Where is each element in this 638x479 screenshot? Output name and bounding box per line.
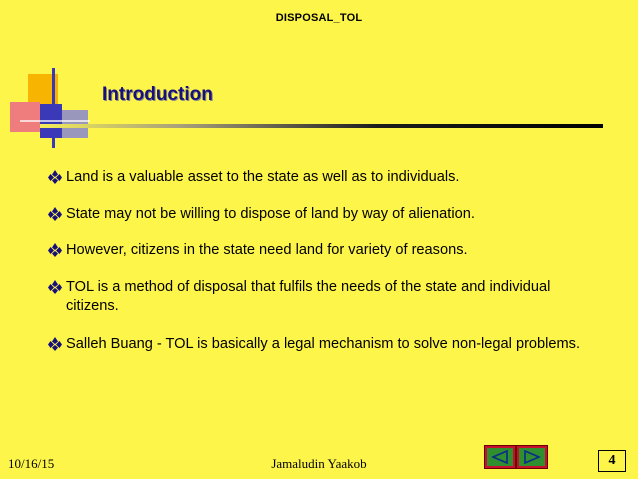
bullet-item [48, 168, 459, 187]
page-number: 4 [598, 450, 626, 472]
bullet-text: TOL is a method of disposal that fulfils the needs of the state and individual citizens. [66, 279, 551, 314]
title-divider [40, 124, 603, 128]
bullet-item [48, 335, 580, 354]
header-title: DISPOSAL_TOL [275, 12, 363, 24]
bullet-item [48, 241, 468, 260]
bullet-text: However, citizens in the state need land for variety of reasons. [66, 242, 468, 258]
triangle-right-icon [523, 450, 541, 464]
footer-author: Jamaludin Yaakob [271, 456, 367, 471]
bullet-text: Salleh Buang - TOL is basically a legal mechanism to solve non-legal problems. [66, 336, 581, 352]
white-horizontal-line [20, 120, 90, 122]
diamond-bullet-icon [48, 279, 62, 295]
bullet-text: Land is a valuable asset to the state as well as to individuals. [66, 169, 460, 185]
next-slide-button[interactable] [516, 445, 548, 469]
diamond-bullet-icon [48, 242, 62, 258]
triangle-left-icon [491, 450, 509, 464]
diamond-bullet-icon [48, 206, 62, 222]
diamond-bullet-icon [48, 336, 62, 352]
blue-vertical-line [52, 68, 55, 148]
bullet-item [48, 278, 588, 316]
bullet-text: State may not be willing to dispose of land by way of alienation. [66, 206, 475, 222]
diamond-bullet-icon [48, 169, 62, 185]
red-block [10, 102, 40, 132]
previous-slide-button[interactable] [484, 445, 516, 469]
bullet-item [48, 205, 475, 224]
slide-title: Introduction [102, 84, 213, 105]
footer-date: 10/16/15 [8, 456, 55, 471]
